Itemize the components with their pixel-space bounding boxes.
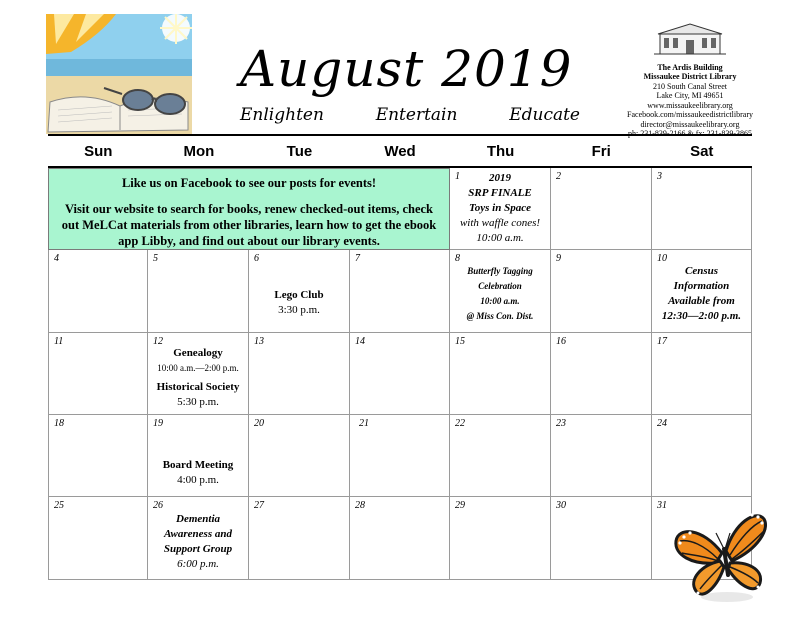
tagline — [240, 105, 580, 125]
day-number: 7 — [355, 253, 360, 264]
beach-book-image — [46, 14, 192, 134]
event-10-line-2: Information — [673, 280, 730, 292]
day-number: 20 — [254, 418, 264, 429]
weekday-mon: Mon — [183, 143, 215, 160]
day-number: 9 — [556, 253, 561, 264]
day-number: 24 — [657, 418, 667, 429]
day-number: 19 — [153, 418, 163, 429]
day-number: 14 — [355, 336, 365, 347]
day-cell-7[interactable] — [350, 250, 450, 333]
event-1-line-3: Toys in Space — [469, 202, 531, 214]
event-1-line-4: with waffle cones! — [459, 217, 541, 229]
day-cell-23[interactable] — [551, 415, 652, 497]
day-cell-22[interactable] — [450, 415, 551, 497]
day-number: 6 — [254, 253, 259, 264]
weekday-wed: Wed — [384, 143, 416, 160]
event-12-title-2: Historical Society — [156, 381, 240, 393]
day-number: 28 — [355, 500, 365, 511]
day-number: 26 — [153, 500, 163, 511]
day-cell-17[interactable] — [652, 333, 752, 415]
event-1-line-1: 2019 — [489, 172, 511, 184]
weekday-thu: Thu — [486, 143, 515, 160]
day-cell-25[interactable] — [48, 497, 148, 580]
event-12-time-2: 5:30 p.m. — [177, 396, 219, 408]
day-cell-4[interactable] — [48, 250, 148, 333]
day-cell-26[interactable] — [148, 497, 249, 580]
day-number: 16 — [556, 336, 566, 347]
event-26-time: 6:00 p.m. — [177, 558, 219, 570]
tagline-educate: Educate — [509, 105, 580, 125]
event-6-title: Lego Club — [274, 289, 324, 301]
day-number: 18 — [54, 418, 64, 429]
event-8-line-2: Celebration — [478, 281, 522, 291]
day-cell-29[interactable] — [450, 497, 551, 580]
day-cell-10[interactable] — [652, 250, 752, 333]
library-building-icon — [650, 22, 730, 56]
day-number: 12 — [153, 336, 163, 347]
day-cell-9[interactable] — [551, 250, 652, 333]
day-number: 17 — [657, 336, 667, 347]
event-10-line-3: Available from — [668, 295, 735, 307]
day-cell-18[interactable] — [48, 415, 148, 497]
day-cell-24[interactable] — [652, 415, 752, 497]
day-number: 15 — [455, 336, 465, 347]
tagline-enlighten: Enlighten — [240, 105, 324, 125]
event-6-time: 3:30 p.m. — [278, 304, 320, 316]
day-number: 22 — [455, 418, 465, 429]
event-19-title: Board Meeting — [162, 459, 234, 471]
butterfly-icon — [672, 505, 770, 605]
event-1-line-2: SRP FINALE — [468, 187, 532, 199]
library-facebook[interactable]: Facebook.com/missaukeedistrictlibrary — [627, 110, 753, 119]
notice-line-2: Visit our website to search for books, renew checked-out items, check out MeLCat materials from other libraries, learn how to get the ebook app Libby, and find out about our library events. — [61, 202, 437, 248]
day-number: 11 — [54, 336, 64, 347]
library-street: 210 South Canal Street — [653, 81, 727, 91]
day-cell-20[interactable] — [249, 415, 350, 497]
calendar-days — [48, 168, 752, 580]
day-number: 8 — [455, 253, 460, 264]
library-info — [608, 22, 772, 139]
weekday-header — [48, 134, 752, 168]
library-email[interactable]: director@missaukeelibrary.org — [640, 119, 740, 129]
day-cell-27[interactable] — [249, 497, 350, 580]
day-cell-13[interactable] — [249, 333, 350, 415]
day-cell-2[interactable] — [551, 168, 652, 250]
day-number: 25 — [54, 500, 64, 511]
day-number: 13 — [254, 336, 264, 347]
event-8-time: 10:00 a.m. — [480, 296, 520, 306]
page-title: August 2019 — [240, 40, 573, 98]
weekday-sun: Sun — [84, 143, 113, 160]
weekday-sat: Sat — [690, 143, 714, 160]
day-cell-8[interactable] — [450, 250, 551, 333]
day-number: 2 — [556, 171, 561, 182]
weekday-tue: Tue — [286, 143, 313, 160]
day-cell-11[interactable] — [48, 333, 148, 415]
event-26-line-3: Support Group — [163, 543, 233, 555]
day-cell-5[interactable] — [148, 250, 249, 333]
day-number: 10 — [657, 253, 667, 264]
day-cell-30[interactable] — [551, 497, 652, 580]
calendar-grid — [48, 134, 752, 580]
event-26-line-1: Dementia — [176, 513, 220, 525]
facebook-notice-box — [48, 168, 450, 250]
library-name: Missaukee District Library — [643, 72, 737, 81]
day-number: 3 — [657, 171, 662, 182]
day-number: 21 — [359, 418, 369, 429]
library-city: Lake City, MI 49651 — [656, 91, 724, 100]
event-19-time: 4:00 p.m. — [177, 474, 219, 486]
event-12-title-1: Genealogy — [173, 347, 223, 359]
day-number: 30 — [556, 500, 566, 511]
day-cell-3[interactable] — [652, 168, 752, 250]
event-8-place: @ Miss Con. Dist. — [466, 311, 534, 321]
library-building-name: The Ardis Building — [657, 62, 723, 72]
weekday-fri: Fri — [591, 143, 611, 160]
event-8-line-1: Butterfly Tagging — [467, 266, 533, 276]
day-cell-14[interactable] — [350, 333, 450, 415]
day-cell-19[interactable] — [148, 415, 249, 497]
day-number: 4 — [54, 253, 59, 264]
tagline-entertain: Entertain — [375, 105, 458, 125]
event-12-time-1: 10:00 a.m.—2:00 p.m. — [157, 363, 239, 373]
event-26-line-2: Awareness and — [164, 528, 232, 540]
library-website[interactable]: www.missaukeelibrary.org — [647, 100, 733, 110]
day-number: 23 — [556, 418, 566, 429]
day-number: 31 — [657, 500, 667, 511]
event-10-time: 12:30—2:00 p.m. — [661, 310, 742, 322]
day-cell-1[interactable] — [450, 168, 551, 250]
day-cell-15[interactable] — [450, 333, 551, 415]
day-cell-21[interactable] — [350, 415, 450, 497]
event-10-line-1: Census — [684, 265, 719, 277]
day-cell-16[interactable] — [551, 333, 652, 415]
day-number: 1 — [455, 171, 460, 182]
day-cell-28[interactable] — [350, 497, 450, 580]
day-cell-6[interactable] — [249, 250, 350, 333]
day-number: 5 — [153, 253, 158, 264]
notice-line-1: Like us on Facebook to see our posts for events! — [121, 176, 377, 190]
day-number: 29 — [455, 500, 465, 511]
day-cell-12[interactable] — [148, 333, 249, 415]
event-1-time: 10:00 a.m. — [476, 232, 524, 244]
day-number: 27 — [254, 500, 264, 511]
library-phone: ph: 231-839-2166 & fx: 231-839-3865 — [628, 129, 752, 138]
